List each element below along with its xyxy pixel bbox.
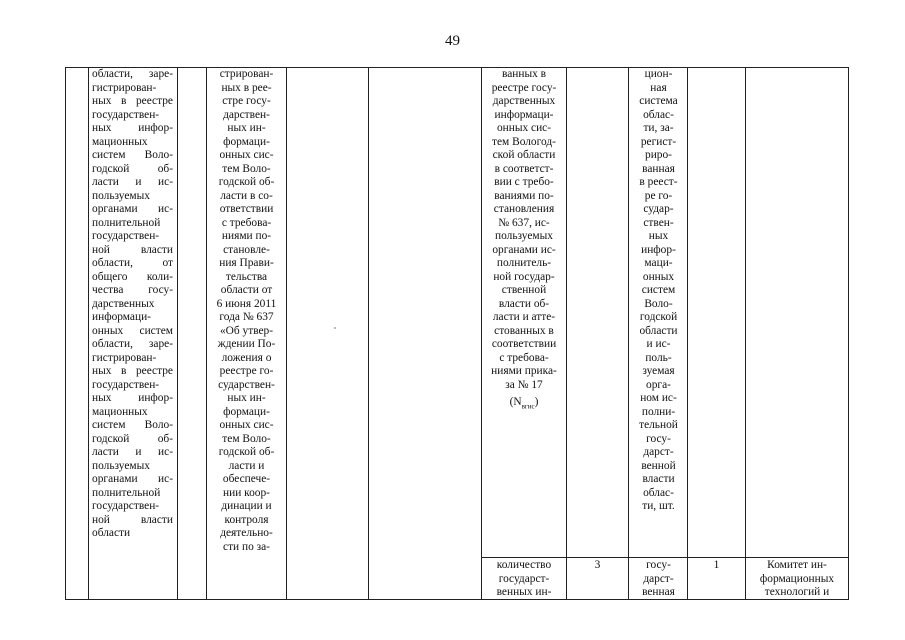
text-line: ствен-	[643, 216, 674, 229]
text-line: ния Прави-	[219, 257, 274, 269]
text-line: систем Воло-	[92, 149, 173, 161]
text-line: полнитель-	[496, 257, 552, 269]
table-vertical-rule	[177, 67, 178, 600]
table-vertical-rule	[368, 67, 369, 600]
text-line: поль-	[645, 351, 672, 364]
text-line: формационных	[759, 572, 835, 585]
text-line: за № 17	[505, 378, 543, 391]
scan-speck	[334, 327, 336, 329]
text-line: ласти и ис-	[92, 176, 173, 188]
text-line: ной власти	[92, 513, 173, 526]
text-line: деятельно-	[220, 527, 273, 539]
text-line: дарст-	[643, 572, 674, 585]
text-line: области	[92, 527, 131, 539]
text-line: ванных в	[501, 68, 547, 80]
text-line: чества госу-	[92, 284, 173, 296]
text-line: дарствен-	[223, 108, 270, 121]
text-line: пользуемых	[495, 230, 553, 242]
text-line: № 637, ис-	[498, 216, 550, 229]
text-line: ниями по-	[221, 230, 272, 242]
text-line: тельства	[225, 270, 268, 283]
text-line: ном ис-	[640, 392, 677, 404]
table-top-rule	[65, 67, 849, 68]
text-line: тем Воло-	[222, 162, 271, 175]
table-vertical-rule	[65, 67, 66, 600]
text-line: области	[639, 324, 678, 337]
text-line: годской об-	[218, 446, 275, 458]
text-line: тельной	[639, 419, 678, 431]
text-line: и ис-	[646, 338, 671, 350]
text-line: полни-	[641, 405, 676, 418]
row-number: 3	[594, 559, 601, 571]
text-line: онных сис-	[219, 419, 274, 431]
table-bottom-rule	[65, 599, 849, 600]
text-line: в реест-	[639, 176, 678, 188]
text-line: облас-	[643, 108, 674, 121]
text-line: ской области	[492, 149, 556, 161]
text-line: области, заре-	[92, 68, 173, 80]
text-line: вии с требо-	[494, 176, 554, 188]
text-line: государствен-	[92, 230, 160, 242]
formula-variable	[482, 396, 566, 414]
text-line: стованных в	[494, 324, 554, 337]
text-line: онных	[642, 270, 675, 283]
text-line: ти, шт.	[642, 500, 675, 512]
text-line: ных ин-	[227, 392, 266, 404]
lower-row-variable-cell	[482, 559, 566, 600]
text-line: ответствии	[219, 203, 274, 215]
text-line: реестре госу-	[491, 81, 557, 94]
method-description-cell	[207, 68, 286, 554]
table-vertical-rule	[848, 67, 849, 600]
text-line: система	[639, 95, 678, 107]
text-line: тем Вологод-	[492, 135, 556, 148]
text-line: реестре го-	[219, 365, 274, 377]
text-line: ласти и	[228, 459, 265, 472]
text-line: с требова-	[221, 216, 272, 229]
text-line: ных в рее-	[221, 81, 272, 94]
text-line: гистрирован-	[92, 81, 157, 94]
text-line: судар-	[643, 203, 674, 215]
text-line: годской об-	[92, 162, 173, 175]
text-line: динации и	[221, 500, 272, 512]
text-line: дарственных	[92, 297, 155, 310]
text-line: общего коли-	[92, 270, 173, 283]
lower-row-responsible-cell	[746, 559, 848, 600]
text-line: маци-	[644, 257, 673, 269]
text-line: 6 июня 2011	[216, 297, 277, 310]
text-line: количество	[496, 559, 552, 571]
text-line: ждении По-	[217, 338, 276, 350]
formula-close: )	[534, 396, 539, 408]
text-line: ти, за-	[643, 122, 674, 134]
text-line: госу-	[646, 432, 671, 445]
text-line: нии коор-	[223, 486, 270, 499]
text-line: сударствен-	[218, 378, 275, 391]
text-line: риро-	[645, 149, 672, 161]
text-line: госу-	[646, 559, 671, 571]
text-line: ных в реестре	[92, 365, 173, 377]
text-line: годской об-	[92, 432, 173, 445]
lower-row-number-cell	[567, 559, 628, 573]
text-line: инфор-	[641, 243, 676, 256]
text-line: государст-	[498, 572, 550, 585]
text-line: тем Воло-	[222, 432, 271, 445]
text-line: технологий и	[764, 586, 830, 598]
text-line: года № 637	[219, 311, 274, 323]
text-line: соответствии	[491, 338, 557, 350]
text-line: государствен-	[92, 378, 160, 391]
text-line: венных ин-	[496, 586, 552, 598]
text-line: полнительной	[92, 486, 161, 499]
text-line: ных	[648, 230, 669, 242]
text-line: становления	[493, 203, 555, 215]
page-number: 49	[445, 33, 460, 49]
text-line: онных сис-	[496, 122, 552, 134]
text-line: пользуемых	[92, 189, 150, 202]
text-line: стре госу-	[222, 95, 271, 107]
text-line: ных ин-	[227, 122, 266, 134]
text-line: органами ис-	[492, 243, 556, 256]
formula-subscript: вгис	[521, 402, 535, 411]
text-line: ласти в со-	[220, 189, 273, 202]
table-vertical-rule	[286, 67, 287, 600]
text-line: формаци-	[223, 135, 270, 148]
text-line: орга-	[646, 378, 671, 391]
lower-row-code-cell	[688, 559, 745, 573]
text-line: зуемая	[642, 365, 675, 377]
text-line: органами ис-	[92, 473, 173, 485]
text-line: стрирован-	[219, 68, 274, 80]
text-line: систем	[641, 284, 676, 296]
text-line: ниями прика-	[491, 365, 557, 377]
text-line: ваниями по-	[494, 189, 554, 202]
text-line: годской об-	[218, 176, 275, 188]
text-line: ных инфор-	[92, 122, 173, 134]
text-line: ная	[650, 81, 667, 94]
text-line: ложения о	[221, 351, 272, 364]
text-line: онных сис-	[219, 149, 274, 161]
text-line: венная	[642, 586, 675, 598]
table-vertical-rule	[745, 67, 746, 600]
text-line: в соответст-	[494, 162, 554, 175]
text-line: ванная	[642, 162, 675, 175]
table-vertical-rule	[566, 67, 567, 600]
text-line: ласти и атте-	[492, 311, 556, 323]
text-line: пользуемых	[92, 459, 150, 472]
unit-description-cell	[629, 68, 688, 514]
lower-row-unit-cell	[629, 559, 688, 600]
text-line: ной власти	[92, 243, 173, 256]
text-line: становле-	[223, 243, 270, 256]
text-line: ласти и ис-	[92, 446, 173, 458]
text-line: ных инфор-	[92, 392, 173, 404]
row-code: 1	[713, 559, 720, 571]
formula-base: (N	[509, 396, 522, 408]
text-line: обеспече-	[222, 473, 271, 485]
text-line: «Об утвер-	[219, 324, 274, 337]
formula-description-cell	[482, 68, 566, 414]
text-line: контроля	[224, 513, 269, 526]
text-line: гистрирован-	[92, 351, 157, 364]
table-vertical-rule	[88, 67, 89, 600]
text-line: области, заре-	[92, 338, 173, 350]
text-line: облас-	[643, 486, 674, 499]
text-line: дарст-	[643, 446, 674, 458]
text-line: государствен-	[92, 500, 160, 512]
text-line: органами ис-	[92, 203, 173, 215]
text-line: области от	[220, 284, 273, 296]
text-line: ных в реестре	[92, 95, 173, 107]
text-line: области, от	[92, 257, 173, 269]
text-line: годской	[639, 311, 678, 323]
text-line: формаци-	[223, 405, 270, 418]
indicator-name-cell	[92, 68, 173, 541]
text-line: онных систем	[92, 324, 173, 337]
text-line: регист-	[640, 135, 677, 148]
text-line: ственной	[501, 284, 547, 296]
text-line: власти	[642, 473, 675, 485]
text-line: ре го-	[644, 189, 673, 202]
text-line: мационных	[92, 405, 148, 418]
text-line: ной государ-	[493, 270, 555, 283]
text-line: Комитет ин-	[767, 559, 827, 571]
text-line: власти об-	[498, 297, 550, 310]
text-line: дарственных	[492, 95, 556, 107]
text-line: государствен-	[92, 108, 160, 121]
text-line: Воло-	[644, 297, 673, 310]
text-line: мационных	[92, 135, 148, 148]
text-line: с требова-	[499, 351, 549, 364]
text-line: полнительной	[92, 216, 161, 229]
text-line: информаци-	[494, 108, 554, 121]
table-row-divider	[481, 557, 849, 558]
text-line: информаци-	[92, 311, 151, 323]
text-line: венной	[641, 459, 676, 472]
text-line: цион-	[644, 68, 673, 80]
text-line: систем Воло-	[92, 419, 173, 431]
text-line: сти по за-	[223, 540, 270, 553]
